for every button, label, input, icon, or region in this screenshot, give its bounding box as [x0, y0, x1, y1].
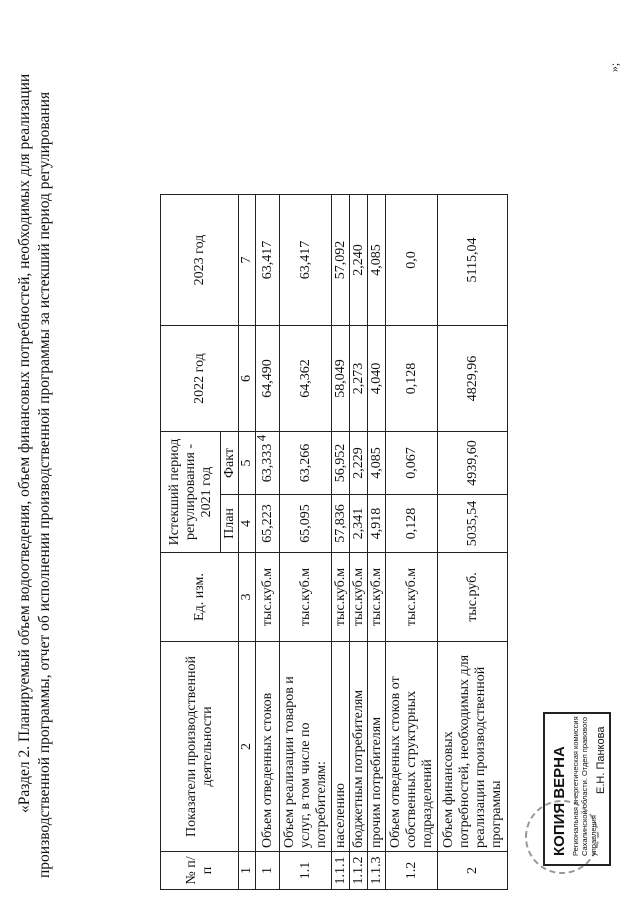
header-period: Истекший период регулирования - 2021 год — [161, 432, 221, 553]
row-2022: 64,490 — [256, 326, 280, 432]
row-2022: 58,049 — [332, 326, 350, 432]
row-num: 2 — [438, 852, 508, 890]
closing-quote-mark: »; — [607, 62, 622, 73]
row-plan: 5035,54 — [438, 495, 508, 553]
row-plan: 4,918 — [368, 495, 386, 553]
row-num: 1.1.2 — [350, 852, 368, 890]
row-name: Объем отведенных стоков от собственных структурных подразделений — [386, 642, 438, 852]
header-fact: Факт — [221, 432, 239, 495]
row-unit: тыс.руб. — [438, 553, 508, 642]
row-2022: 0,128 — [386, 326, 438, 432]
row-plan: 57,836 — [332, 495, 350, 553]
header-num: № п/п — [161, 852, 239, 890]
row-fact: 0,067 — [386, 432, 438, 495]
row-plan: 65,223 — [256, 495, 280, 553]
row-2022: 2,273 — [350, 326, 368, 432]
certified-copy-stamp — [543, 712, 611, 866]
row-fact: 2,229 — [350, 432, 368, 495]
heading-line-1: «Раздел 2. Планируемый объем водоотведения, объем финансовых потребностей, необходимых для реализации — [16, 73, 33, 813]
row-name: бюджетным потребителям — [350, 642, 368, 852]
row-plan: 65,095 — [280, 495, 332, 553]
heading-line-2: производственной программы, отчет об исполнении производственной программы за истекший период регулирования — [36, 91, 53, 878]
row-fact: 56,952 — [332, 432, 350, 495]
row-2022: 4829,96 — [438, 326, 508, 432]
row-num: 1.1.1 — [332, 852, 350, 890]
header-2022: 2022 год — [161, 326, 239, 432]
stamp-org: Региональная энергетическая комиссия Сахалинской области. Отдел правового управления — [571, 716, 598, 856]
row-num: 1.2 — [386, 852, 438, 890]
index-cell: 2 — [239, 642, 256, 852]
row-name: Объем финансовых потребностей, необходимых для реализации производственной программы — [438, 642, 508, 852]
row-unit: тыс.куб.м — [256, 553, 280, 642]
row-num: 1.1 — [280, 852, 332, 890]
header-indicator: Показатели производственной деятельности — [161, 642, 239, 852]
header-unit: Ед. изм. — [161, 553, 239, 642]
row-unit: тыс.куб.м — [350, 553, 368, 642]
table-row — [350, 195, 368, 890]
row-fact: 63,333 — [256, 432, 280, 495]
table-row — [438, 195, 508, 890]
table-row — [386, 195, 438, 890]
index-cell: 6 — [239, 326, 256, 432]
page-number: 4 — [253, 434, 269, 442]
row-plan: 0,128 — [386, 495, 438, 553]
row-2022: 64,362 — [280, 326, 332, 432]
row-num: 1.1.3 — [368, 852, 386, 890]
section-heading — [15, 23, 55, 878]
row-2023: 63,417 — [280, 195, 332, 326]
table-row — [256, 195, 280, 890]
index-cell: 4 — [239, 495, 256, 553]
row-name: Объем отведенных стоков — [256, 642, 280, 852]
index-cell: 1 — [239, 852, 256, 890]
row-2023: 4,085 — [368, 195, 386, 326]
index-row — [239, 195, 256, 890]
index-cell: 3 — [239, 553, 256, 642]
index-cell: 5 — [239, 432, 256, 495]
row-2023: 63,417 — [256, 195, 280, 326]
stamp-name: Е.Н. Панкова — [595, 726, 607, 794]
table-row — [332, 195, 350, 890]
row-unit: тыс.куб.м — [332, 553, 350, 642]
row-2023: 57,092 — [332, 195, 350, 326]
table-wrap — [160, 194, 508, 890]
row-plan: 2,341 — [350, 495, 368, 553]
table-row — [368, 195, 386, 890]
row-num: 1 — [256, 852, 280, 890]
index-cell: 7 — [239, 195, 256, 326]
row-name: прочим потребителям — [368, 642, 386, 852]
stamp-title: КОПИЯ ВЕРНА — [551, 746, 568, 856]
row-2023: 0,0 — [386, 195, 438, 326]
header-plan: План — [221, 495, 239, 553]
row-fact: 4939,60 — [438, 432, 508, 495]
row-unit: тыс.куб.м — [280, 553, 332, 642]
header-2023: 2023 год — [161, 195, 239, 326]
table-row — [280, 195, 332, 890]
rotated-document — [15, 0, 615, 890]
row-2022: 4,040 — [368, 326, 386, 432]
row-unit: тыс.куб.м — [386, 553, 438, 642]
row-2023: 2,240 — [350, 195, 368, 326]
production-table — [160, 194, 508, 890]
row-2023: 5115,04 — [438, 195, 508, 326]
row-name: Объем реализации товаров и услуг, в том числе по потребителям: — [280, 642, 332, 852]
row-unit: тыс.куб.м — [368, 553, 386, 642]
row-name: населению — [332, 642, 350, 852]
row-fact: 63,266 — [280, 432, 332, 495]
row-fact: 4,085 — [368, 432, 386, 495]
